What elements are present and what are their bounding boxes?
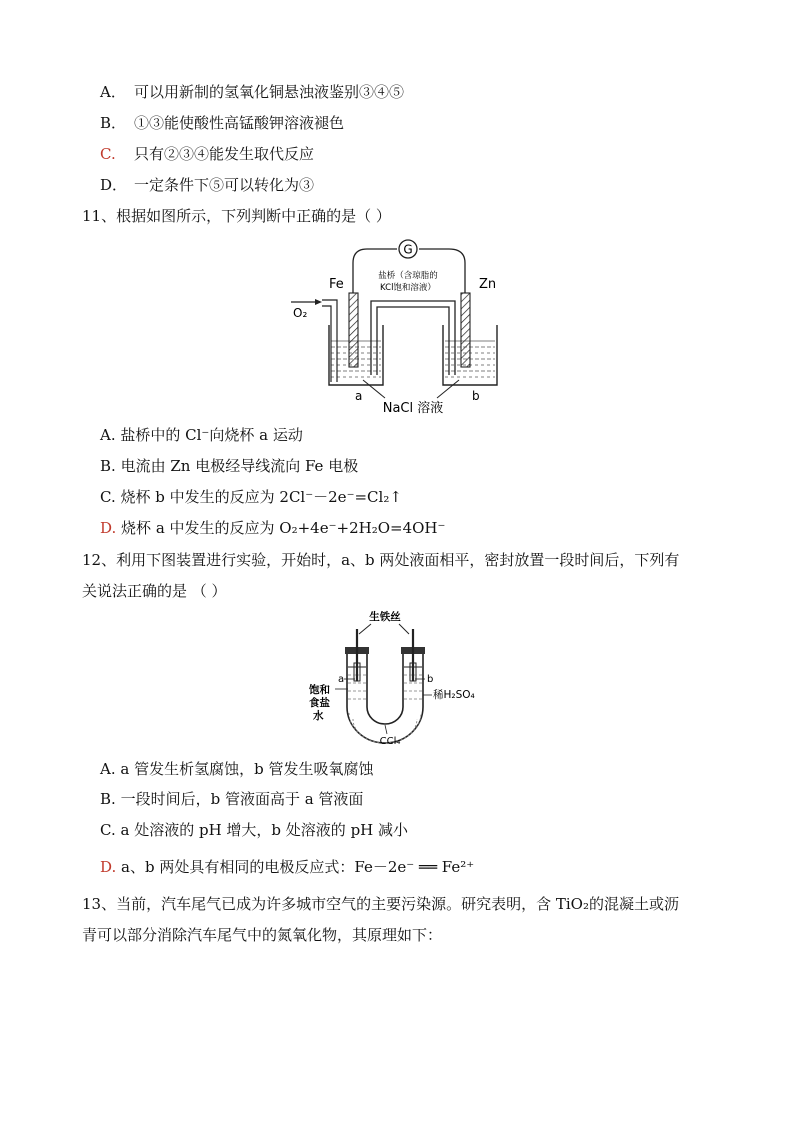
- option-letter: B．: [100, 114, 127, 132]
- option-text: 一定条件下⑤可以转化为③: [134, 176, 315, 194]
- zn-electrode: [461, 293, 470, 367]
- salt-bridge-label-2: KCl饱和溶液）: [380, 283, 436, 293]
- q11-stem: 11、根据如图所示，下列判断中正确的是（ ）: [82, 207, 391, 225]
- q11-option-c: [100, 486, 402, 508]
- q12-option-a: [100, 758, 373, 780]
- option-letter: C.: [100, 488, 116, 506]
- fe-electrode: [349, 293, 358, 367]
- option-letter: B.: [100, 457, 116, 475]
- option-text: 一段时间后，b 管液面高于 a 管液面: [120, 790, 364, 808]
- saline-label-2: 食盐: [309, 697, 330, 709]
- q11-option-a: [100, 424, 303, 446]
- q10-option-b: [100, 112, 344, 134]
- option-letter: A.: [100, 760, 116, 778]
- option-letter: D．: [100, 176, 128, 194]
- option-letter: D.: [100, 519, 117, 537]
- b-label: b: [427, 674, 434, 685]
- option-text: a 管发生析氢腐蚀，b 管发生吸氧腐蚀: [120, 760, 374, 778]
- option-text: a、b 两处具有相同的电极反应式：Fe－2e⁻ ══ Fe²⁺: [121, 858, 475, 876]
- o2-label: O₂: [293, 306, 308, 320]
- option-letter: B.: [100, 790, 116, 808]
- option-letter: D.: [100, 858, 117, 876]
- q13-line2: 青可以部分消除汽车尾气中的氮氧化物，其原理如下：: [82, 926, 443, 944]
- option-letter: C.: [100, 821, 116, 839]
- option-text: 烧杯 a 中发生的反应为 O₂+4e⁻+2H₂O=4OH⁻: [121, 519, 446, 537]
- q12-option-c: [100, 819, 408, 841]
- option-text: 电流由 Zn 电极经导线流向 Fe 电极: [120, 457, 359, 475]
- u-tube: [347, 652, 423, 743]
- option-text: 烧杯 b 中发生的反应为 2Cl⁻－2e⁻=Cl₂↑: [120, 488, 402, 506]
- option-text: 盐桥中的 Cl⁻向烧杯 a 运动: [120, 426, 303, 444]
- q10-option-d: [100, 174, 314, 196]
- q12-stem-line2: 关说法正确的是 （ ）: [82, 582, 227, 600]
- galvanometer-label: G: [403, 242, 413, 257]
- option-text: a 处溶液的 pH 增大，b 处溶液的 pH 减小: [120, 821, 409, 839]
- saline-label-3: 水: [313, 710, 324, 722]
- q10-option-c: [100, 143, 314, 165]
- beaker-b-label: b: [472, 389, 480, 403]
- option-text: 可以用新制的氢氧化铜悬浊液鉴别③④⑤: [134, 83, 405, 101]
- nacl-label: NaCl 溶液: [382, 401, 444, 416]
- iron-wire-label: 生铁丝: [369, 611, 401, 623]
- q11-option-d: [100, 517, 445, 539]
- saline-label-1: 饱和: [309, 684, 330, 696]
- beaker-a-label: a: [355, 389, 363, 403]
- q11-figure: [285, 237, 510, 417]
- h2so4-label: 稀H₂SO₄: [433, 689, 475, 701]
- option-text: ①③能使酸性高锰酸钾溶液褪色: [134, 114, 345, 132]
- zn-label: Zn: [479, 277, 497, 292]
- q12-stem-line1: 12、利用下图装置进行实验，开始时，a、b 两处液面相平，密封放置一段时间后，下列有: [82, 551, 680, 569]
- option-letter: C.: [100, 145, 116, 163]
- ccl4-label: CCl₄: [379, 736, 401, 747]
- q13-line1: 13、当前，汽车尾气已成为许多城市空气的主要污染源。研究表明，含 TiO₂的混凝土或沥: [82, 895, 679, 913]
- q11-option-b: [100, 455, 358, 477]
- q12-option-b: [100, 788, 363, 810]
- option-letter: A．: [100, 83, 126, 101]
- q12-option-d: [100, 856, 474, 878]
- a-label: a: [338, 674, 345, 685]
- salt-bridge-label-1: 盐桥（含琼脂的: [378, 271, 438, 281]
- fe-label: Fe: [329, 277, 344, 292]
- option-letter: A.: [100, 426, 116, 444]
- option-text: 只有②③④能发生取代反应: [134, 145, 315, 163]
- q10-option-a: [100, 81, 404, 103]
- q12-figure: [305, 607, 490, 749]
